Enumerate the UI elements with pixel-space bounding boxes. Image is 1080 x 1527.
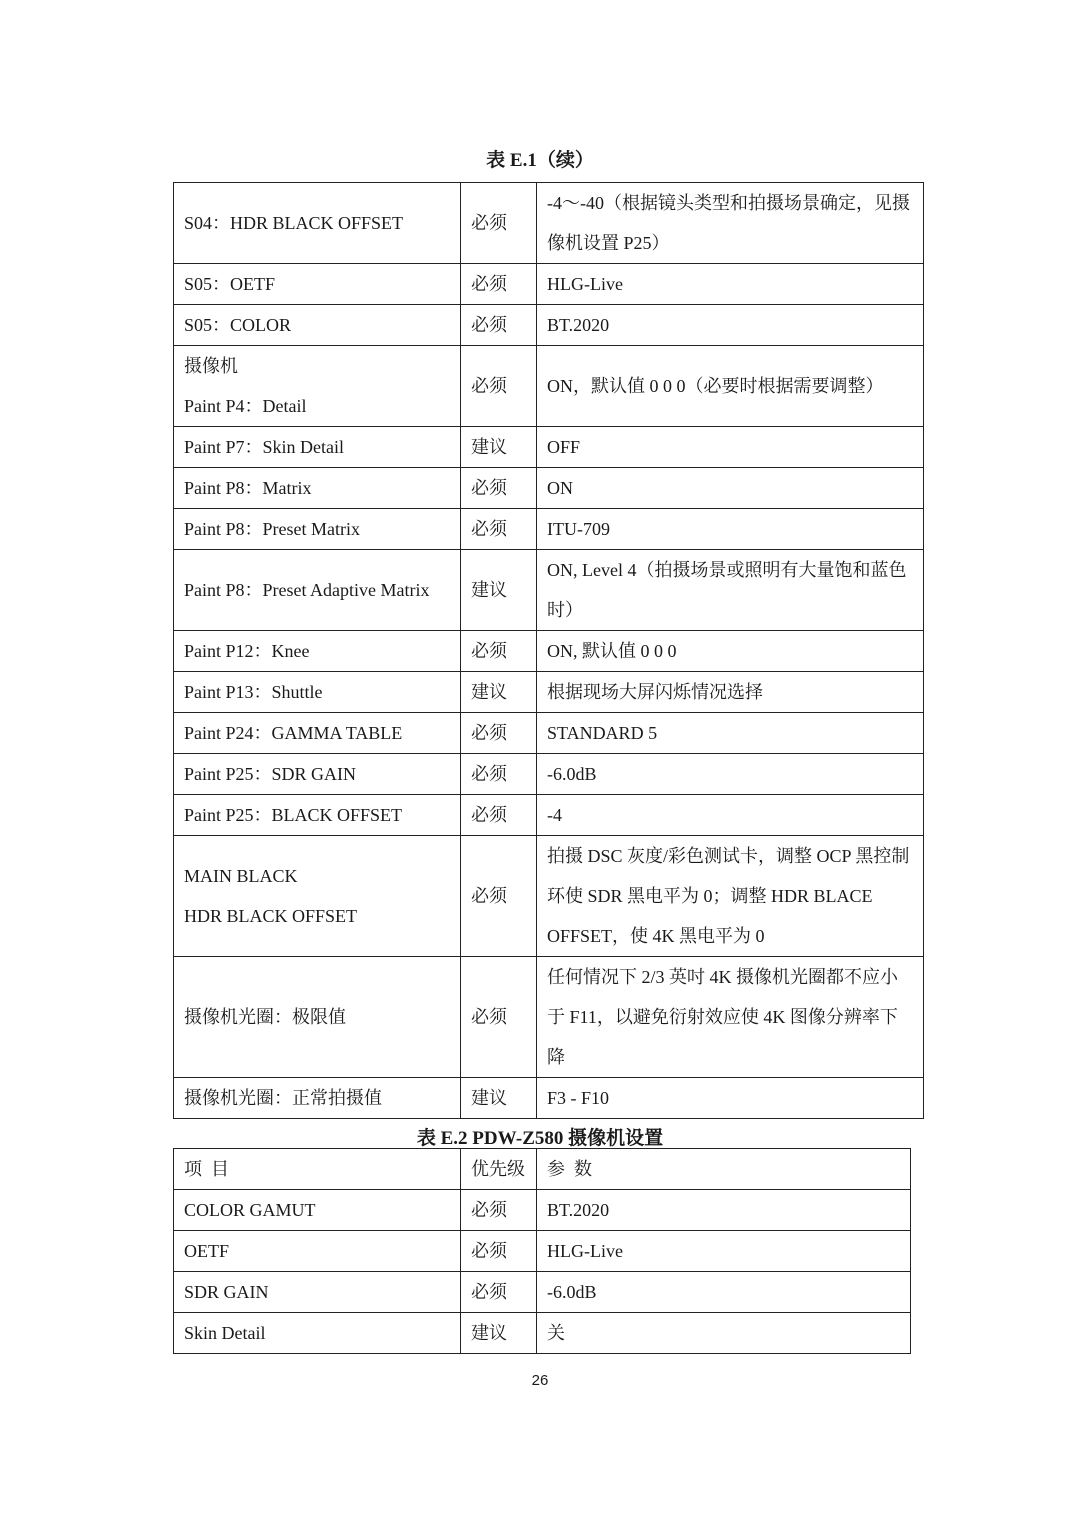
cell-priority: 必须 — [461, 836, 537, 957]
table-row — [174, 1272, 911, 1313]
cell-item: S04：HDR BLACK OFFSET — [174, 183, 461, 264]
page-number: 26 — [531, 1372, 549, 1389]
table-row — [174, 1190, 911, 1231]
cell-priority: 建议 — [461, 550, 537, 631]
table2-caption: 表 E.2 PDW-Z580 摄像机设置 — [416, 1128, 664, 1149]
table-row — [174, 672, 924, 713]
table-row — [174, 754, 924, 795]
cell-priority: 建议 — [461, 1313, 537, 1354]
cell-value: ON，默认值 0 0 0（必要时根据需要调整） — [537, 346, 924, 427]
table-e1 — [173, 182, 924, 1119]
cell-priority: 必须 — [461, 1231, 537, 1272]
cell-priority: 建议 — [461, 672, 537, 713]
table-row — [174, 264, 924, 305]
cell-item: Skin Detail — [174, 1313, 461, 1354]
table-row — [174, 427, 924, 468]
cell-priority: 必须 — [461, 468, 537, 509]
cell-value: ON, Level 4（拍摄场景或照明有大量饱和蓝色时） — [537, 550, 924, 631]
table-row — [174, 468, 924, 509]
cell-value: -4 — [537, 795, 924, 836]
cell-priority: 必须 — [461, 754, 537, 795]
cell-item: S05：OETF — [174, 264, 461, 305]
cell-value: -6.0dB — [537, 1272, 911, 1313]
cell-item: Paint P24：GAMMA TABLE — [174, 713, 461, 754]
cell-priority: 必须 — [461, 1272, 537, 1313]
cell-value: 任何情况下 2/3 英吋 4K 摄像机光圈都不应小于 F11，以避免衍射效应使 4K 图像分辨率下降 — [537, 957, 924, 1078]
table-row — [174, 346, 924, 427]
cell-priority: 必须 — [461, 183, 537, 264]
table-e2 — [173, 1148, 911, 1354]
cell-item: OETF — [174, 1231, 461, 1272]
cell-value: -6.0dB — [537, 754, 924, 795]
cell-value: 拍摄 DSC 灰度/彩色测试卡，调整 OCP 黑控制环使 SDR 黑电平为 0；调整 HDR BLACE OFFSET，使 4K 黑电平为 0 — [537, 836, 924, 957]
cell-priority: 必须 — [461, 346, 537, 427]
cell-value: OFF — [537, 427, 924, 468]
cell-priority: 必须 — [461, 305, 537, 346]
cell-item: Paint P8：Preset Adaptive Matrix — [174, 550, 461, 631]
cell-priority: 必须 — [461, 795, 537, 836]
cell-item: SDR GAIN — [174, 1272, 461, 1313]
cell-priority: 必须 — [461, 1190, 537, 1231]
table-row — [174, 795, 924, 836]
table-row — [174, 957, 924, 1078]
cell-value: 关 — [537, 1313, 911, 1354]
cell-value: ON — [537, 468, 924, 509]
cell-item: MAIN BLACK HDR BLACK OFFSET — [174, 836, 461, 957]
cell-value: ITU-709 — [537, 509, 924, 550]
cell-priority: 必须 — [461, 957, 537, 1078]
table-row — [174, 1078, 924, 1119]
cell-priority: 建议 — [461, 1078, 537, 1119]
cell-value: STANDARD 5 — [537, 713, 924, 754]
cell-value: BT.2020 — [537, 1190, 911, 1231]
cell-priority: 必须 — [461, 713, 537, 754]
cell-value: HLG-Live — [537, 1231, 911, 1272]
table-row — [174, 1231, 911, 1272]
cell-value: F3 - F10 — [537, 1078, 924, 1119]
cell-value: BT.2020 — [537, 305, 924, 346]
cell-item: Paint P25：SDR GAIN — [174, 754, 461, 795]
table-row — [174, 550, 924, 631]
cell-item: Paint P12：Knee — [174, 631, 461, 672]
cell-item: COLOR GAMUT — [174, 1190, 461, 1231]
cell-priority: 必须 — [461, 264, 537, 305]
table-row — [174, 713, 924, 754]
table-row — [174, 631, 924, 672]
cell-value: ON, 默认值 0 0 0 — [537, 631, 924, 672]
table-header-row — [174, 1149, 911, 1190]
cell-item: Paint P13：Shuttle — [174, 672, 461, 713]
table-row — [174, 836, 924, 957]
header-priority: 优先级 — [461, 1149, 537, 1190]
cell-value: HLG-Live — [537, 264, 924, 305]
cell-item: 摄像机光圈：极限值 — [174, 957, 461, 1078]
cell-item: S05：COLOR — [174, 305, 461, 346]
cell-item: Paint P7：Skin Detail — [174, 427, 461, 468]
table1-caption: 表 E.1（续） — [486, 150, 594, 171]
cell-priority: 建议 — [461, 427, 537, 468]
table-row — [174, 305, 924, 346]
cell-value: 根据现场大屏闪烁情况选择 — [537, 672, 924, 713]
cell-item: Paint P8：Matrix — [174, 468, 461, 509]
cell-item: Paint P25：BLACK OFFSET — [174, 795, 461, 836]
cell-value: -4～-40（根据镜头类型和拍摄场景确定，见摄像机设置 P25） — [537, 183, 924, 264]
table-row — [174, 1313, 911, 1354]
cell-item: 摄像机 Paint P4：Detail — [174, 346, 461, 427]
cell-priority: 必须 — [461, 631, 537, 672]
cell-priority: 必须 — [461, 509, 537, 550]
cell-item: Paint P8：Preset Matrix — [174, 509, 461, 550]
header-item: 项 目 — [174, 1149, 461, 1190]
header-value: 参 数 — [537, 1149, 911, 1190]
table-row — [174, 509, 924, 550]
table-row — [174, 183, 924, 264]
cell-item: 摄像机光圈：正常拍摄值 — [174, 1078, 461, 1119]
